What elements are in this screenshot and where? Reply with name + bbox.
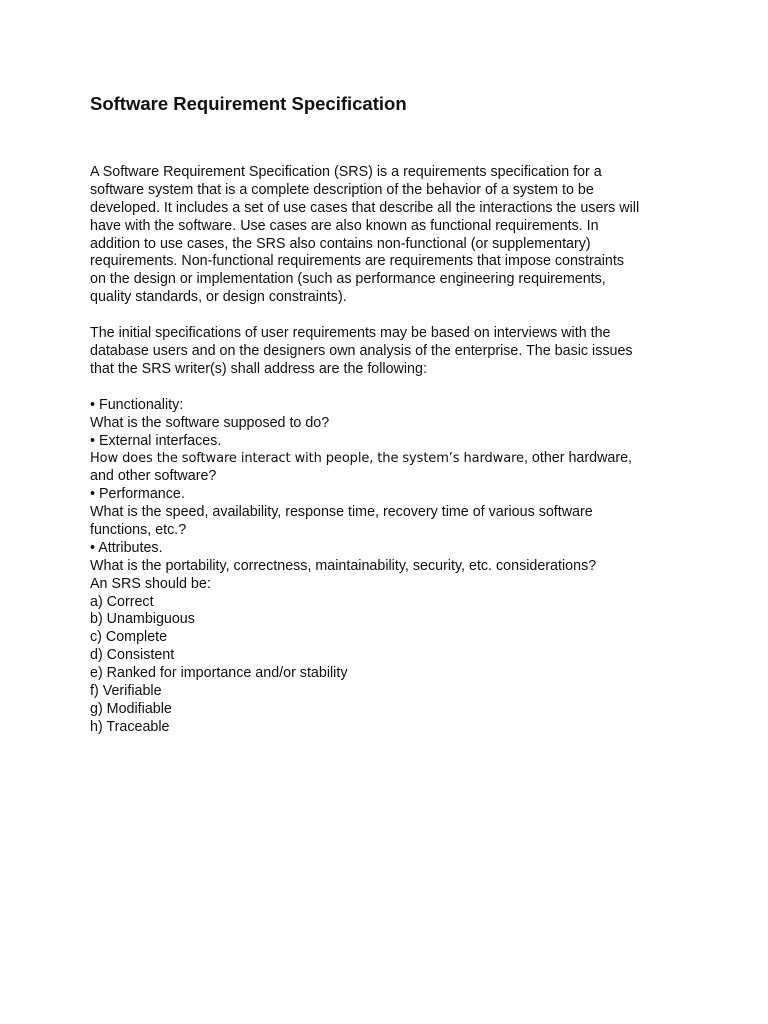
paragraph-spacer xyxy=(90,379,680,397)
paragraph-line: that the SRS writer(s) shall address are the following: xyxy=(90,360,427,377)
issue-heading-external-interfaces: • External interfaces. xyxy=(90,432,222,449)
issue-question-interfaces-part1: How does the software interact with people, the system’s hardware xyxy=(90,451,524,467)
paragraph-line: developed. It includes a set of use cases that describe all the interactions the users will xyxy=(90,199,640,216)
issue-question-performance: What is the speed, availability, response time, recovery time of various software xyxy=(90,504,593,521)
issue-question-interfaces-part2: , other hardware, xyxy=(523,450,633,467)
paragraph-srs-definition xyxy=(90,164,680,307)
paragraph-line: software system that is a complete description of the behavior of a system to be xyxy=(90,181,594,198)
paragraph-line: quality standards, or design constraints). xyxy=(90,289,347,306)
paragraph-line: The initial specifications of user requirements may be based on interviews with the xyxy=(90,325,611,342)
paragraph-line: database users and on the designers own analysis of the enterprise. The basic issues xyxy=(90,343,633,360)
issue-heading-functionality: • Functionality: xyxy=(90,396,184,413)
list-item: h) Traceable xyxy=(90,718,170,735)
paragraph-initial-specifications xyxy=(90,325,680,379)
issue-question-external-interfaces xyxy=(90,450,680,468)
list-item: d) Consistent xyxy=(90,647,175,664)
list-item: c) Complete xyxy=(90,629,168,646)
srs-qualities-list xyxy=(90,576,680,737)
paragraph-line: on the design or implementation (such as performance engineering requirements, xyxy=(90,271,606,288)
page-title: Software Requirement Specification xyxy=(90,93,407,114)
issue-question-performance-line2: functions, etc.? xyxy=(90,522,187,539)
srs-qualities-intro: An SRS should be: xyxy=(90,575,211,592)
issue-heading-attributes: • Attributes. xyxy=(90,539,163,556)
issue-question-attributes: What is the portability, correctness, maintainability, security, etc. considerations? xyxy=(90,557,597,574)
list-item: g) Modifiable xyxy=(90,700,172,717)
paragraph-line: requirements. Non-functional requirements are requirements that impose constraints xyxy=(90,253,625,270)
issue-question-external-interfaces-line2: and other software? xyxy=(90,468,217,485)
list-item: f) Verifiable xyxy=(90,683,162,700)
paragraph-line: have with the software. Use cases are also known as functional requirements. In xyxy=(90,217,599,234)
list-item: a) Correct xyxy=(90,593,154,610)
list-item: b) Unambiguous xyxy=(90,611,195,628)
issues-list xyxy=(90,397,680,576)
issue-heading-performance: • Performance. xyxy=(90,486,185,503)
paragraph-line: addition to use cases, the SRS also contains non-functional (or supplementary) xyxy=(90,235,591,252)
issue-question-functionality: What is the software supposed to do? xyxy=(90,414,330,431)
list-item: e) Ranked for importance and/or stability xyxy=(90,665,348,682)
paragraph-line: A Software Requirement Specification (SRS) is a requirements specification for a xyxy=(90,164,602,180)
paragraph-spacer xyxy=(90,307,680,325)
document-body xyxy=(90,164,680,737)
